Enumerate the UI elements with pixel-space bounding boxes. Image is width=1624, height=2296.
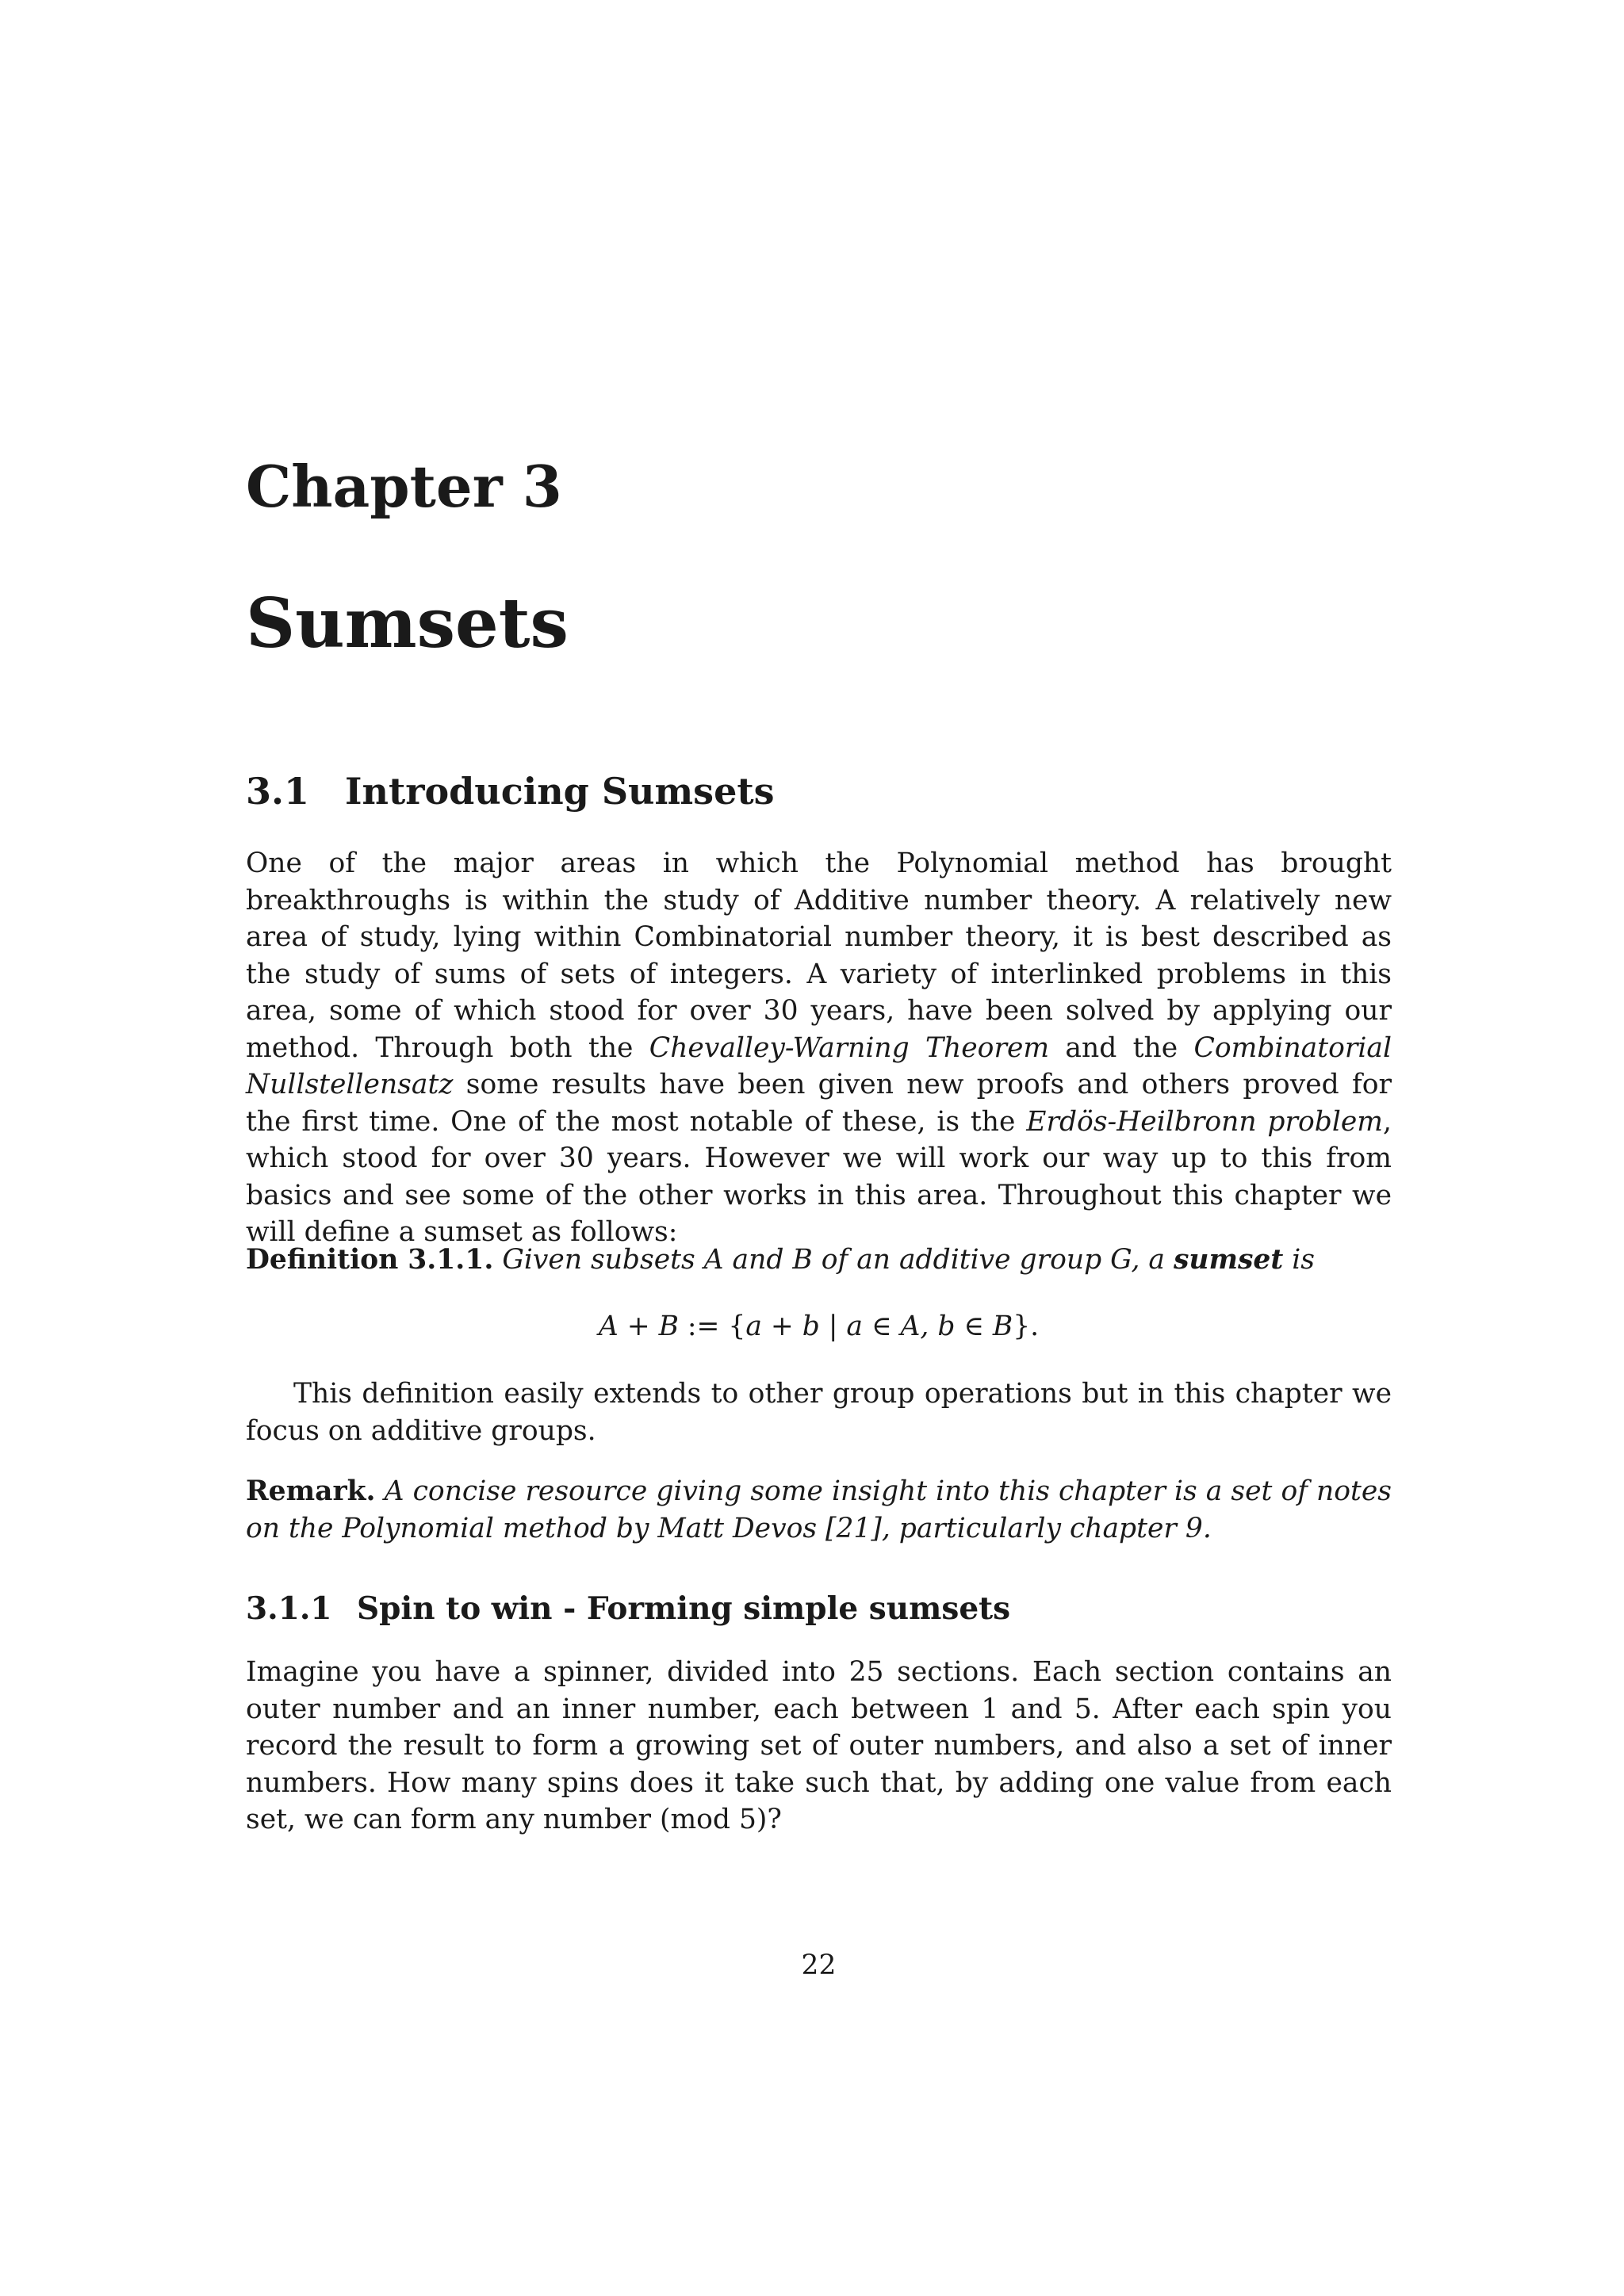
remark-text: A concise resource giving some insight into this chapter is a set of notes on the Polynomial method by Matt Devos [21], particularly chapter 9. xyxy=(246,1475,1392,1544)
sumset-formula xyxy=(246,1308,1392,1345)
definition-label: Definition 3.1.1. xyxy=(246,1244,494,1276)
definition-text-before: Given subsets A and B of an additive group G, a xyxy=(502,1244,1174,1276)
subsection-title: Spin to win - Forming simple sumsets xyxy=(357,1590,1011,1627)
definition-block xyxy=(246,1242,1392,1279)
intro-text-4: , which stood for over 30 years. However we will work our way up to this from basics and see some of the other works in this area. Throughout this chapter we will define a sumset as follows: xyxy=(246,1105,1392,1248)
nullstellensatz-term: Combinatorial Nullstellensatz xyxy=(246,1031,1392,1100)
intro-text-1: One of the major areas in which the Polynomial method has brought breakthroughs is within the study of Additive number theory. A relatively new area of study, lying within Combinatorial number theory, it is best described as the study of sums of sets of integers. A variety of interlinked problems in this area, some of which stood for over 30 years, have been solved by applying our method. Through both the xyxy=(246,848,1392,1064)
section-number: 3.1 xyxy=(246,770,310,813)
chapter-label: Chapter 3 xyxy=(246,453,562,520)
section-title: Introducing Sumsets xyxy=(345,770,775,813)
subsection-number: 3.1.1 xyxy=(246,1590,332,1627)
subsection-heading xyxy=(246,1590,1011,1627)
remark-label: Remark. xyxy=(246,1475,376,1507)
chevalley-warning-term: Chevalley-Warning Theorem xyxy=(649,1031,1050,1064)
intro-paragraph xyxy=(246,845,1392,1251)
formula-end: }. xyxy=(1013,1311,1040,1342)
formula-lhs: A + B xyxy=(598,1311,679,1342)
page-number: 22 xyxy=(801,1950,837,1981)
spinner-paragraph: Imagine you have a spinner, divided into 25 sections. Each section contains an outer number and an inner number, each between 1 and 5. After each spin you record the result to form a growing set of outer numbers, and also a set of inner numbers. How many spins does it take such that, by adding one value from each set, we can form any number (mod 5)? xyxy=(246,1656,1392,1835)
formula-body: a + b | a ∈ A, b ∈ B xyxy=(745,1311,1013,1342)
intro-text-3: some results have been given new proofs and others proved for the first time. One of the most notable of these, is the xyxy=(246,1069,1392,1138)
definition-term: sumset xyxy=(1173,1244,1284,1276)
erdos-heilbronn-term: Erdös-Heilbronn problem xyxy=(1026,1105,1384,1138)
formula-assign: := { xyxy=(678,1311,746,1342)
intro-text-2: and the xyxy=(1049,1031,1194,1064)
remark-block xyxy=(246,1473,1392,1547)
chapter-title: Sumsets xyxy=(246,584,569,664)
definition-text-after: is xyxy=(1283,1244,1315,1276)
definition-extension-paragraph: This definition easily extends to other group operations but in this chapter we focus on additive groups. xyxy=(246,1378,1392,1447)
section-heading xyxy=(246,770,775,813)
